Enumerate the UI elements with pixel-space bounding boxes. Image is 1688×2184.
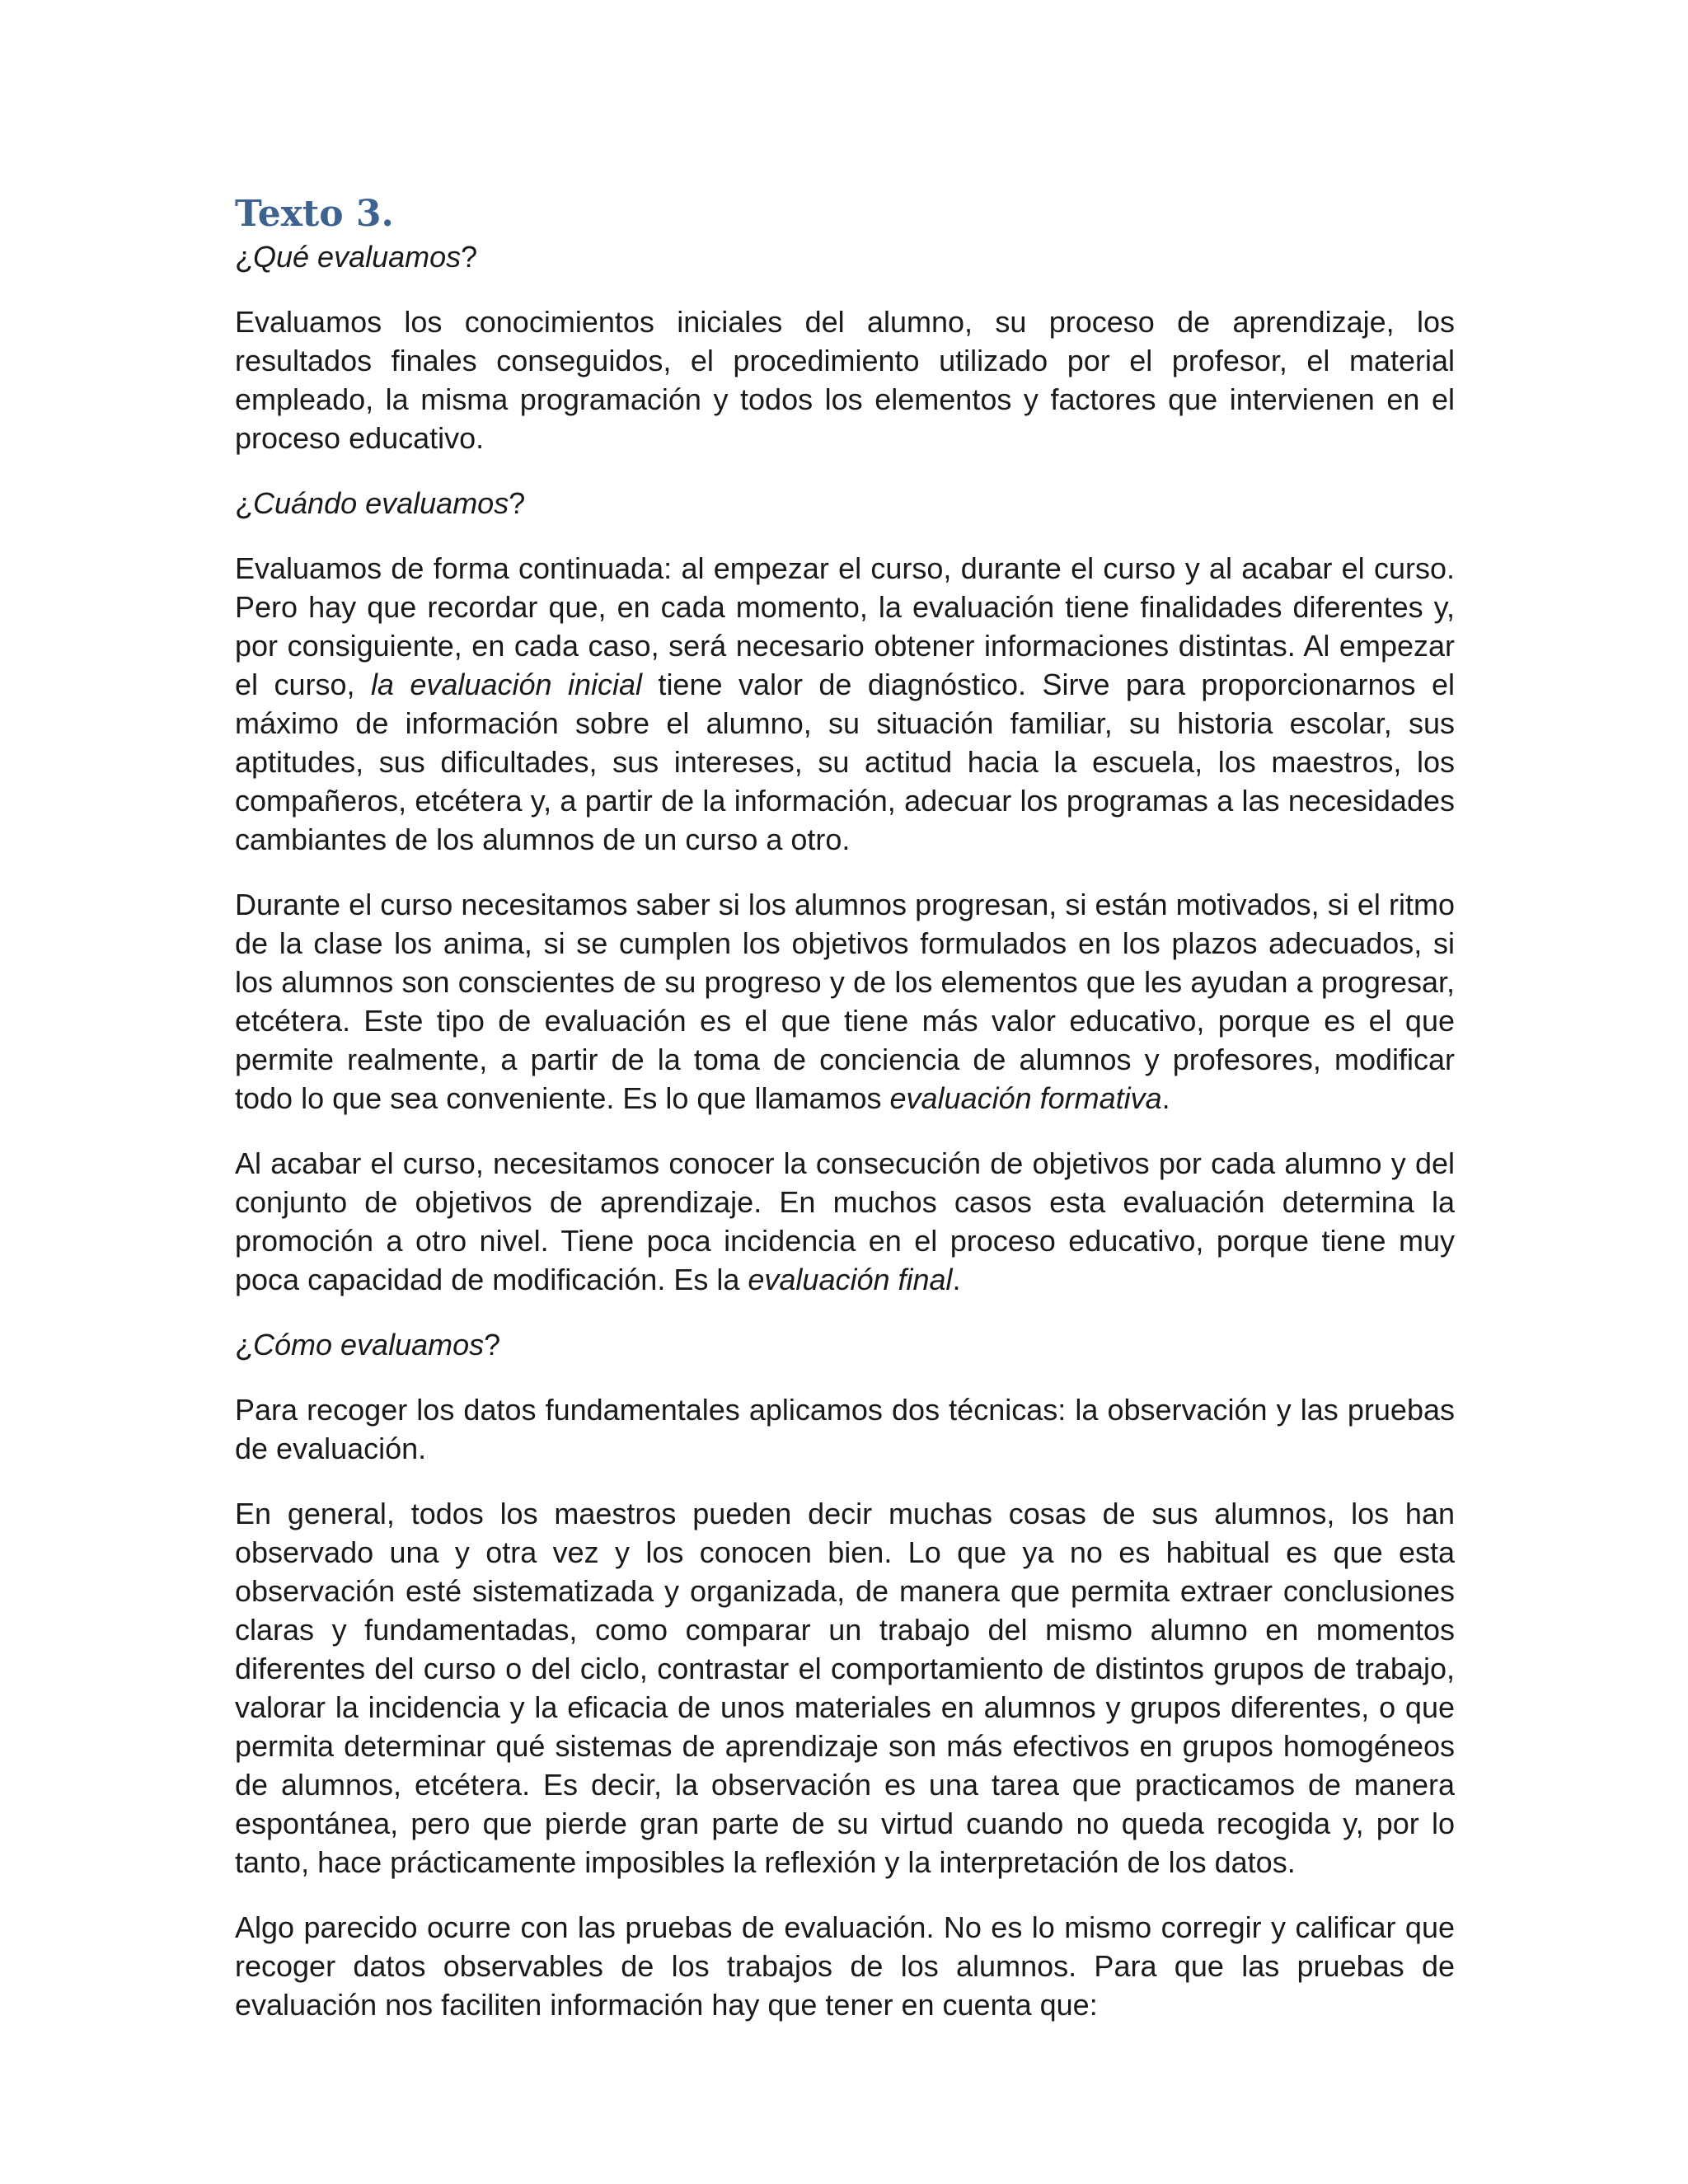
question-open-mark: ¿ [235,486,253,520]
paragraph-tecnicas: Para recoger los datos fundamentales aplicamos dos técnicas: la observación y las pruebas de evaluación. [235,1393,1455,1465]
question-cuando-evaluamos [235,484,1455,523]
question-como-evaluamos [235,1325,1455,1364]
paragraph-evaluacion-inicial [235,549,1455,859]
question-text: Qué evaluamos [253,240,462,274]
question-text: Cuándo evaluamos [253,486,509,520]
question-close-mark: ? [484,1328,501,1361]
paragraph-text: tiene valor de diagnóstico. Sirve para proporcionarnos el máximo de información sobre el alumno, su situación familiar, su historia escolar, sus aptitudes, sus dificultades, sus intereses, su actitud hacia la escuela, los maestros, los compañeros, etcétera y, a partir de la información, adecuar los programas a las necesidades cambiantes de los alumnos de un curso a otro. [235,668,1456,856]
paragraph-text: Durante el curso necesitamos saber si los alumnos progresan, si están motivados, si el ritmo de la clase los anima, si se cumplen los objetivos formulados en los plazos adecuados, si los alumnos son conscientes de su progreso y de los elementos que les ayudan a progresar, etcétera. Este tipo de evaluación es el que tiene más valor educativo, porque es el que permite realmente, a partir de la toma de conciencia de alumnos y profesores, modificar todo lo que sea conveniente. Es lo que llamamos [235,888,1455,1115]
emphasis-evaluacion-formativa: evaluación formativa [889,1081,1162,1115]
paragraph-evaluacion-formativa [235,885,1455,1118]
question-close-mark: ? [509,486,526,520]
paragraph-text: Al acabar el curso, necesitamos conocer la consecución de objetivos por cada alumno y del conjunto de objetivos de aprendizaje. En muchos casos esta evaluación determina la promoción a otro nivel. Tiene poca incidencia en el proceso educativo, porque tiene muy poca capacidad de modificación. Es la [235,1146,1455,1296]
paragraph-text: . [952,1263,961,1296]
question-close-mark: ? [461,240,478,274]
paragraph-text: Evaluamos de forma continuada: al empezar el curso, durante el curso y al acabar el curso. Pero hay que recordar que, en cada momento, la evaluación tiene finalidades diferentes y, por consiguiente, en cada caso, será necesario obtener informaciones distintas. Al empezar el curso, [235,551,1455,701]
paragraph-observacion: En general, todos los maestros pueden decir muchas cosas de sus alumnos, los han observado una y otra vez y los conocen bien. Lo que ya no es habitual es que esta observación esté sistematizada y organizada, de manera que permita extraer conclusiones claras y fundamentadas, como comparar un trabajo del mismo alumno en momentos diferentes del curso o del ciclo, contrastar el comportamiento de distintos grupos de trabajo, valorar la incidencia y la eficacia de unos materiales en alumnos y grupos diferentes, o que permita determinar qué sistemas de aprendizaje son más efectivos en grupos homogéneos de alumnos, etcétera. Es decir, la observación es una tarea que practicamos de manera espontánea, pero que pierde gran parte de su virtud cuando no queda recogida y, por lo tanto, hace prácticamente imposibles la reflexión y la interpretación de los datos. [235,1497,1455,1879]
document-title: Texto 3. [235,193,394,235]
paragraph-text: . [1161,1081,1170,1115]
question-open-mark: ¿ [235,1328,253,1361]
question-que-evaluamos [235,237,1455,276]
question-text: Cómo evaluamos [253,1328,485,1361]
paragraph-que-evaluamos: Evaluamos los conocimientos iniciales del alumno, su proceso de aprendizaje, los resultados finales conseguidos, el procedimiento utilizado por el profesor, el material empleado, la misma programación y todos los elementos y factores que intervienen en el proceso educativo. [235,305,1455,455]
document-page [235,190,1455,2050]
paragraph-evaluacion-final [235,1144,1455,1299]
paragraph-pruebas-evaluacion: Algo parecido ocurre con las pruebas de evaluación. No es lo mismo corregir y calificar que recoger datos observables de los trabajos de los alumnos. Para que las pruebas de evaluación nos faciliten información hay que tener en cuenta que: [235,1910,1455,2022]
emphasis-evaluacion-inicial: la evaluación inicial [370,668,642,701]
emphasis-evaluacion-final: evaluación final [748,1263,953,1296]
question-open-mark: ¿ [235,240,253,274]
